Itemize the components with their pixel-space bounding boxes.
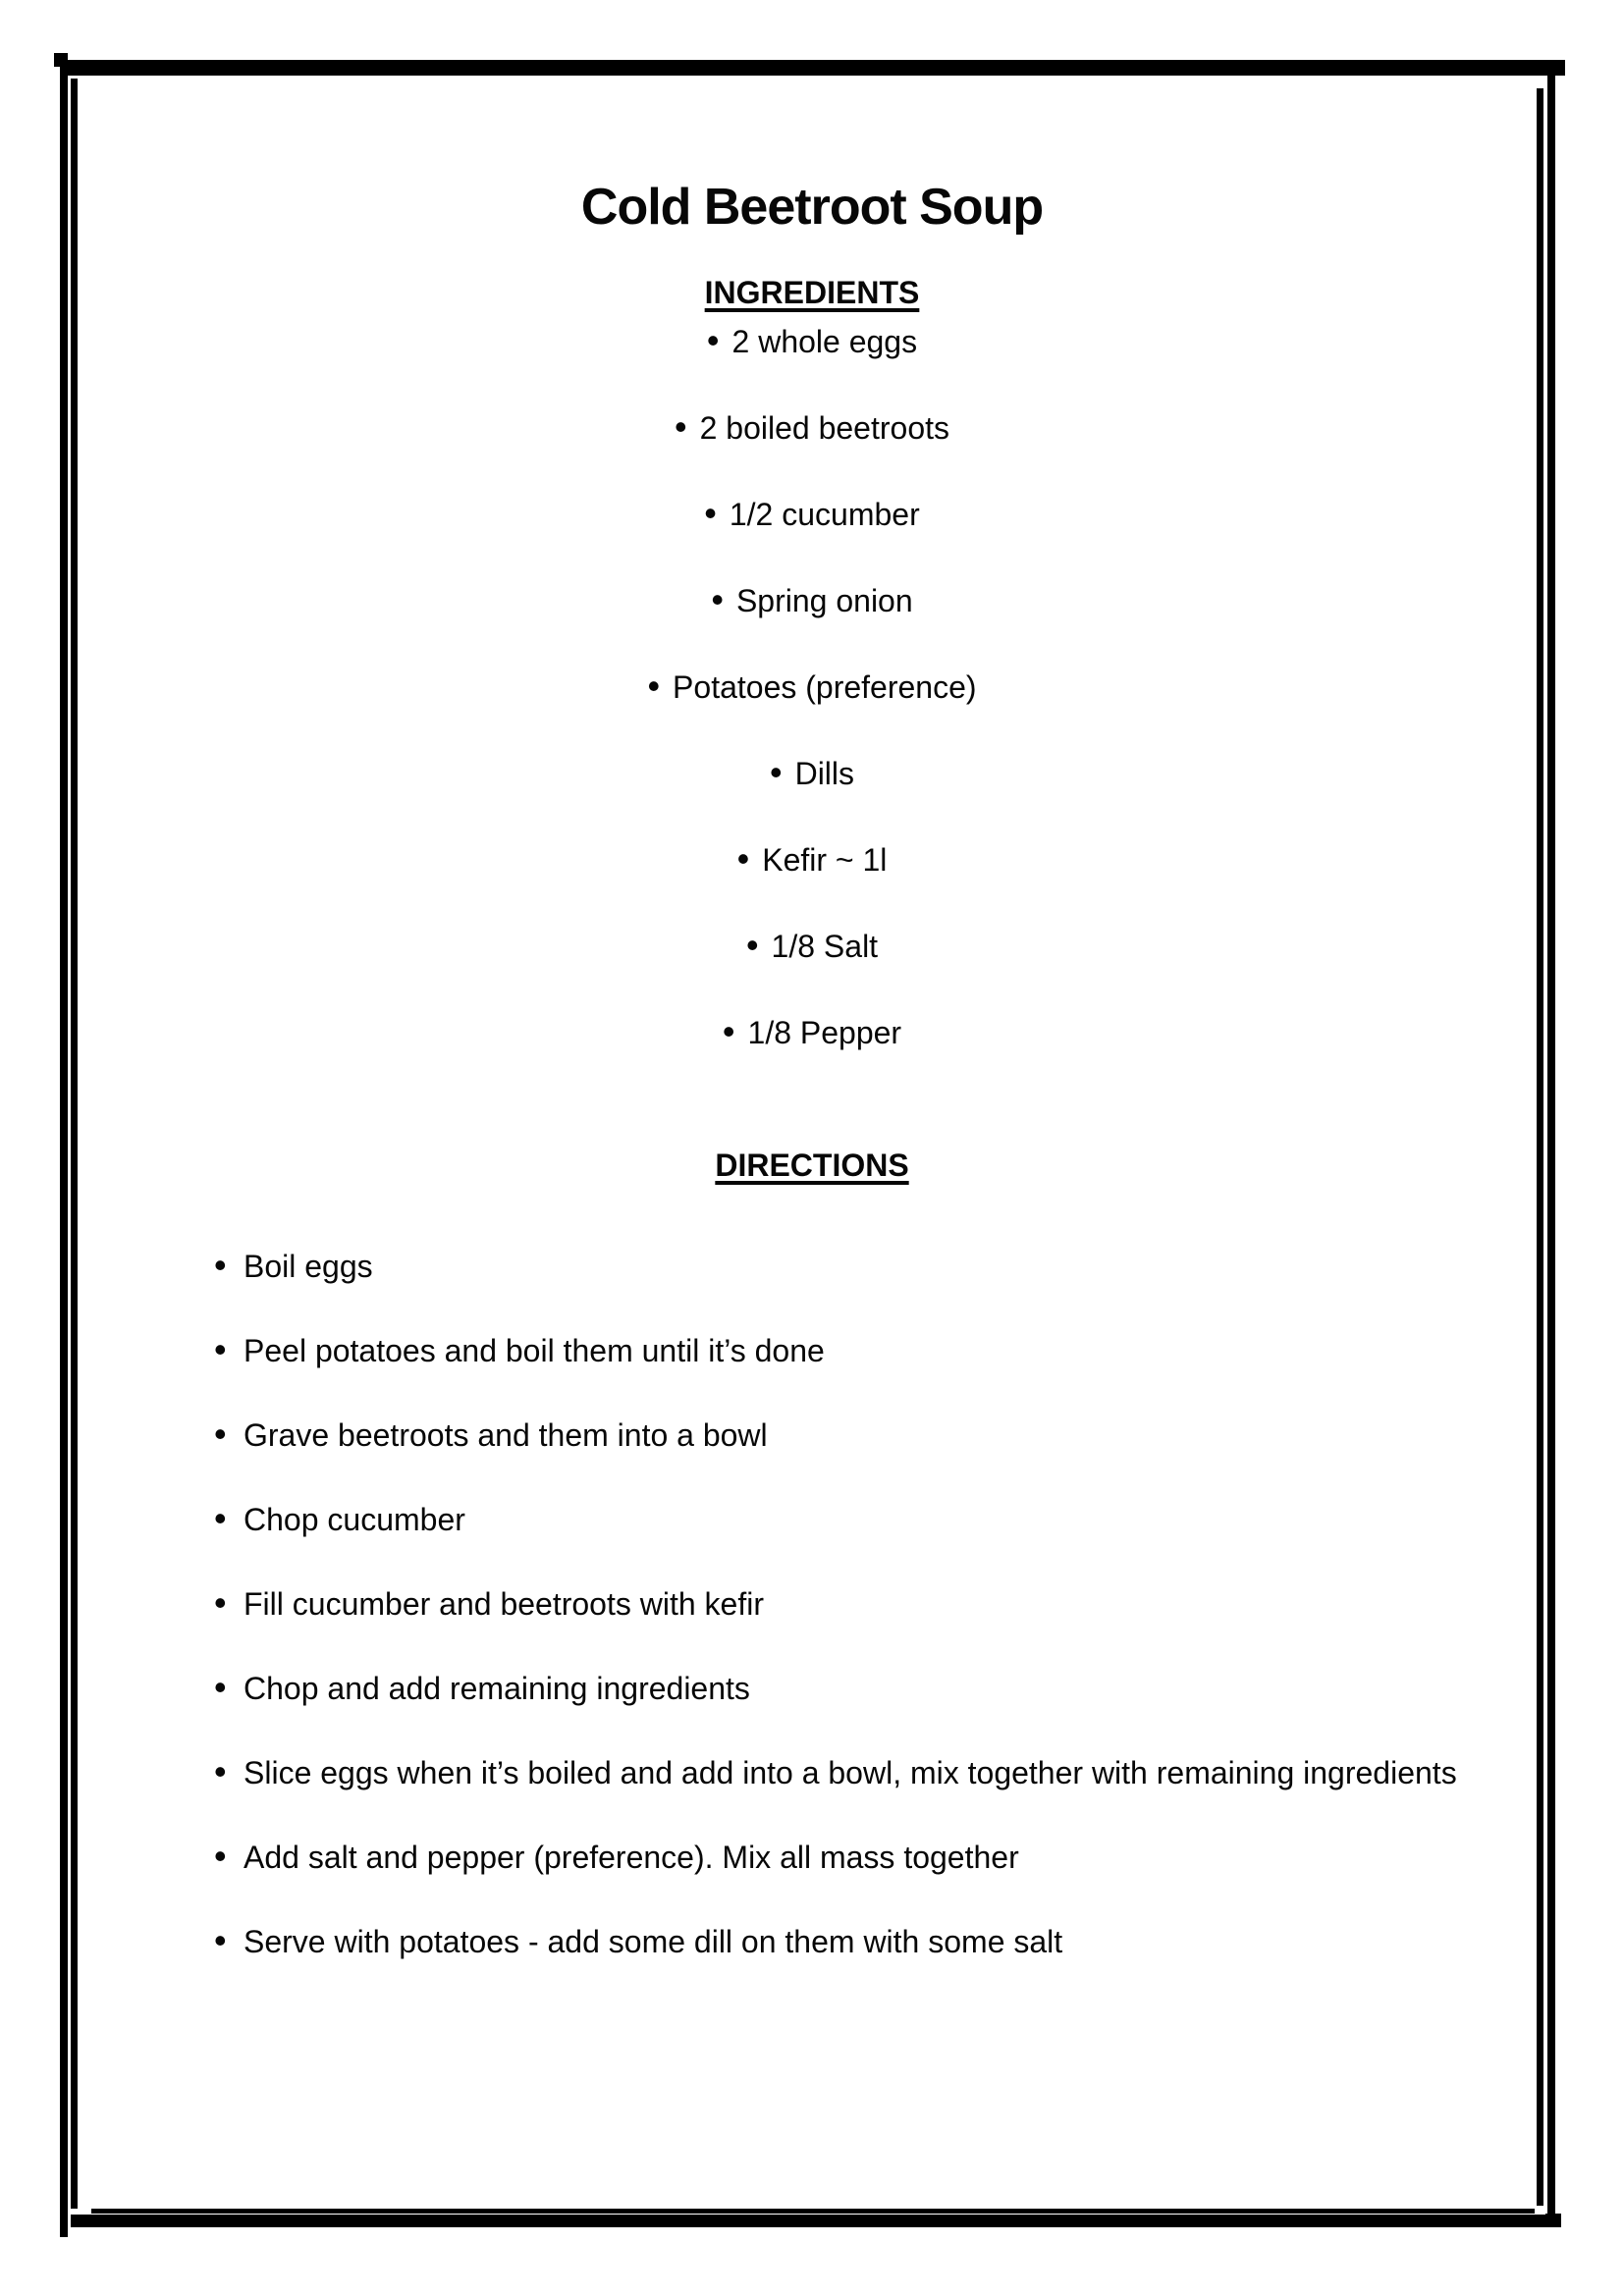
direction-item [214, 1747, 1457, 1797]
item-text: 2 whole eggs [731, 324, 918, 359]
item-text: Spring onion [735, 583, 913, 618]
ingredients-list [0, 316, 1624, 1057]
item-text: Grave beetroots and them into a bowl [244, 1417, 768, 1453]
directions-list [0, 1241, 1624, 1966]
ingredient-item [0, 316, 1624, 366]
item-text: 1/2 cucumber [729, 497, 920, 532]
item-text: Chop cucumber [244, 1502, 465, 1537]
item-text: Add salt and pepper (preference). Mix all mass together [244, 1840, 1019, 1875]
bullet-icon: • [647, 666, 661, 706]
bullet-icon: • [674, 406, 687, 447]
direction-item [214, 1241, 1457, 1291]
direction-item [214, 1410, 1457, 1460]
bullet-icon: • [704, 493, 717, 533]
item-text: 1/8 Salt [771, 929, 879, 964]
item-text: 2 boiled beetroots [699, 410, 949, 446]
bullet-icon: • [722, 1011, 735, 1051]
page-border-corner-nub-bottomright [1545, 2214, 1561, 2227]
direction-item [214, 1663, 1457, 1713]
ingredient-item [0, 575, 1624, 625]
bullet-icon: • [706, 320, 720, 360]
bullet-icon: • [711, 579, 724, 619]
bullet-icon: • [736, 838, 750, 879]
bullet-icon: • [214, 1498, 227, 1538]
direction-item [214, 1325, 1457, 1375]
directions-heading: DIRECTIONS [715, 1148, 909, 1183]
bullet-icon: • [214, 1751, 227, 1791]
item-text: Dills [794, 756, 855, 791]
page-border-bottom-thin [91, 2209, 1535, 2214]
bullet-icon: • [214, 1414, 227, 1454]
item-text: Boil eggs [244, 1249, 373, 1284]
item-text: Kefir ~ 1l [762, 842, 888, 878]
direction-item [214, 1578, 1457, 1629]
ingredient-item [0, 489, 1624, 539]
item-text: 1/8 Pepper [747, 1015, 902, 1050]
recipe-title: Cold Beetroot Soup [580, 179, 1044, 236]
direction-item [214, 1916, 1457, 1966]
item-text: Potatoes (preference) [673, 669, 977, 705]
bullet-icon: • [769, 752, 783, 792]
bullet-icon: • [214, 1245, 227, 1285]
item-text: Serve with potatoes - add some dill on them with some salt [244, 1924, 1063, 1959]
ingredient-item [0, 1007, 1624, 1057]
bullet-icon: • [214, 1920, 227, 1960]
ingredient-item [0, 834, 1624, 884]
bullet-icon: • [214, 1329, 227, 1369]
ingredient-item [0, 748, 1624, 798]
direction-item [214, 1494, 1457, 1544]
bullet-icon: • [214, 1836, 227, 1876]
ingredient-item [0, 402, 1624, 453]
ingredient-item [0, 662, 1624, 712]
item-text: Peel potatoes and boil them until it’s done [244, 1333, 825, 1368]
item-text: Chop and add remaining ingredients [244, 1671, 750, 1706]
direction-item [214, 1832, 1457, 1882]
item-text: Slice eggs when it’s boiled and add into a bowl, mix together with remaining ingredients [244, 1755, 1457, 1790]
ingredient-item [0, 921, 1624, 971]
ingredients-heading: INGREDIENTS [704, 275, 920, 310]
bullet-icon: • [745, 925, 759, 965]
page-border-bottom-thick [71, 2215, 1559, 2227]
bullet-icon: • [214, 1582, 227, 1623]
item-text: Fill cucumber and beetroots with kefir [244, 1586, 764, 1622]
bullet-icon: • [214, 1667, 227, 1707]
